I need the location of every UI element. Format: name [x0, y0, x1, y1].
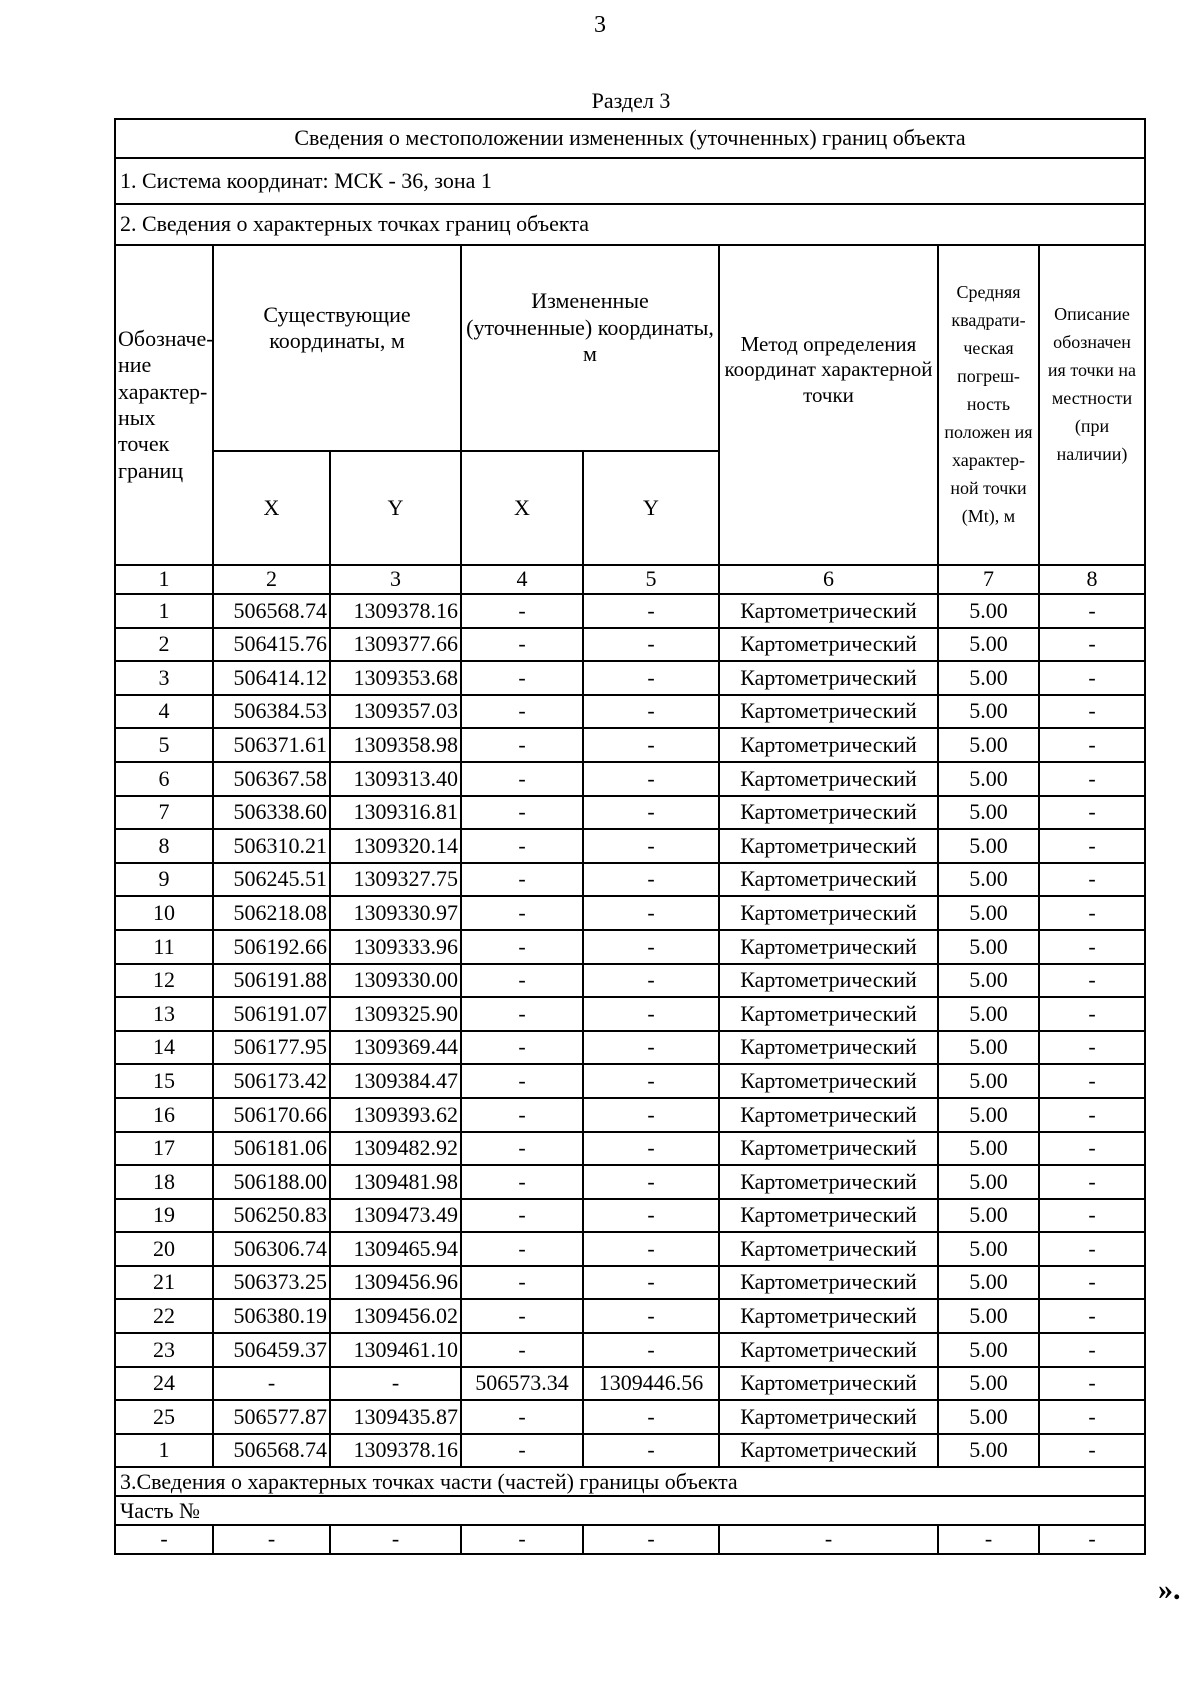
table-row	[115, 594, 1145, 628]
changed-x-cell: -	[461, 896, 583, 930]
method-cell: Картометрический	[719, 1199, 938, 1233]
description-cell: -	[1039, 594, 1145, 628]
changed-x-cell: -	[461, 930, 583, 964]
coordinate-system: 1. Система координат: МСК - 36, зона 1	[115, 158, 1145, 204]
description-cell: -	[1039, 997, 1145, 1031]
changed-x-cell: -	[461, 1400, 583, 1434]
parts-empty-cell: -	[719, 1525, 938, 1553]
table-row	[115, 1232, 1145, 1266]
existing-y-cell: 1309456.96	[330, 1266, 461, 1300]
point-id-cell: 18	[115, 1165, 213, 1199]
existing-y-cell: 1309330.00	[330, 964, 461, 998]
point-id-cell: 2	[115, 628, 213, 662]
description-cell: -	[1039, 1333, 1145, 1367]
point-id-cell: 21	[115, 1266, 213, 1300]
changed-x-cell: -	[461, 661, 583, 695]
changed-y-cell: -	[583, 964, 719, 998]
description-cell: -	[1039, 964, 1145, 998]
existing-x-cell: 506371.61	[213, 728, 330, 762]
header-point-description: Описание обозначен ия точки на местности (при наличии)	[1039, 245, 1145, 565]
existing-x-cell: 506414.12	[213, 661, 330, 695]
table-row	[115, 863, 1145, 897]
changed-y-cell: -	[583, 930, 719, 964]
changed-y-cell: -	[583, 628, 719, 662]
existing-y-cell: 1309325.90	[330, 997, 461, 1031]
changed-y-cell: -	[583, 594, 719, 628]
description-cell: -	[1039, 896, 1145, 930]
changed-y-cell: -	[583, 796, 719, 830]
method-cell: Картометрический	[719, 1333, 938, 1367]
existing-y-cell: 1309378.16	[330, 1434, 461, 1468]
page-number: 3	[594, 12, 606, 38]
column-number: 3	[330, 565, 461, 594]
header-existing-y: Y	[330, 451, 461, 565]
method-cell: Картометрический	[719, 762, 938, 796]
existing-x-cell: 506568.74	[213, 594, 330, 628]
point-id-cell: 4	[115, 695, 213, 729]
method-cell: Картометрический	[719, 997, 938, 1031]
existing-x-cell: 506191.88	[213, 964, 330, 998]
method-cell: Картометрический	[719, 1165, 938, 1199]
existing-y-cell: 1309473.49	[330, 1199, 461, 1233]
existing-x-cell: 506177.95	[213, 1031, 330, 1065]
method-cell: Картометрический	[719, 1098, 938, 1132]
section-label: Раздел 3	[591, 88, 671, 113]
changed-y-cell: -	[583, 1400, 719, 1434]
method-cell: Картометрический	[719, 964, 938, 998]
table-row	[115, 1400, 1145, 1434]
existing-x-cell: 506310.21	[213, 829, 330, 863]
existing-x-cell: 506188.00	[213, 1165, 330, 1199]
description-cell: -	[1039, 1064, 1145, 1098]
table-row	[115, 1333, 1145, 1367]
existing-y-cell: 1309353.68	[330, 661, 461, 695]
method-cell: Картометрический	[719, 863, 938, 897]
existing-x-cell: 506380.19	[213, 1299, 330, 1333]
mean-square-error-cell: 5.00	[938, 997, 1039, 1031]
point-id-cell: 5	[115, 728, 213, 762]
parts-empty-cell: -	[115, 1525, 213, 1553]
changed-y-cell: -	[583, 695, 719, 729]
method-cell: Картометрический	[719, 1434, 938, 1468]
table-row	[115, 997, 1145, 1031]
description-cell: -	[1039, 1367, 1145, 1401]
method-cell: Картометрический	[719, 1064, 938, 1098]
table-row	[115, 1064, 1145, 1098]
mean-square-error-cell: 5.00	[938, 1434, 1039, 1468]
changed-x-cell: -	[461, 728, 583, 762]
changed-x-cell: -	[461, 1064, 583, 1098]
table-row	[115, 1165, 1145, 1199]
changed-x-cell: -	[461, 1098, 583, 1132]
column-number: 2	[213, 565, 330, 594]
existing-y-cell: -	[330, 1367, 461, 1401]
point-id-cell: 20	[115, 1232, 213, 1266]
parts-empty-cell: -	[938, 1525, 1039, 1553]
description-cell: -	[1039, 661, 1145, 695]
point-id-cell: 24	[115, 1367, 213, 1401]
changed-y-cell: -	[583, 1199, 719, 1233]
column-number: 7	[938, 565, 1039, 594]
point-id-cell: 19	[115, 1199, 213, 1233]
part-number-label: Часть №	[115, 1496, 1145, 1525]
point-id-cell: 16	[115, 1098, 213, 1132]
point-id-cell: 8	[115, 829, 213, 863]
point-id-cell: 7	[115, 796, 213, 830]
existing-y-cell: 1309378.16	[330, 594, 461, 628]
method-cell: Картометрический	[719, 1367, 938, 1401]
column-number: 5	[583, 565, 719, 594]
mean-square-error-cell: 5.00	[938, 661, 1039, 695]
existing-y-cell: 1309369.44	[330, 1031, 461, 1065]
changed-y-cell: -	[583, 1064, 719, 1098]
table-row	[115, 1367, 1145, 1401]
closing-quote: ».	[1158, 1573, 1181, 1606]
existing-x-cell: 506192.66	[213, 930, 330, 964]
table-row	[115, 964, 1145, 998]
mean-square-error-cell: 5.00	[938, 1266, 1039, 1300]
table-row	[115, 930, 1145, 964]
changed-y-cell: -	[583, 1434, 719, 1468]
existing-y-cell: 1309435.87	[330, 1400, 461, 1434]
parts-empty-cell: -	[213, 1525, 330, 1553]
point-id-cell: 10	[115, 896, 213, 930]
existing-y-cell: 1309313.40	[330, 762, 461, 796]
point-id-cell: 17	[115, 1132, 213, 1166]
table-row	[115, 1031, 1145, 1065]
existing-x-cell: 506191.07	[213, 997, 330, 1031]
description-cell: -	[1039, 695, 1145, 729]
description-cell: -	[1039, 628, 1145, 662]
parts-empty-row	[115, 1525, 1145, 1553]
description-cell: -	[1039, 1299, 1145, 1333]
description-cell: -	[1039, 762, 1145, 796]
description-cell: -	[1039, 1199, 1145, 1233]
changed-x-cell: -	[461, 863, 583, 897]
changed-x-cell: 506573.34	[461, 1367, 583, 1401]
mean-square-error-cell: 5.00	[938, 863, 1039, 897]
description-cell: -	[1039, 1266, 1145, 1300]
mean-square-error-cell: 5.00	[938, 1367, 1039, 1401]
changed-x-cell: -	[461, 1434, 583, 1468]
changed-x-cell: -	[461, 1199, 583, 1233]
existing-x-cell: 506218.08	[213, 896, 330, 930]
method-cell: Картометрический	[719, 829, 938, 863]
point-id-cell: 13	[115, 997, 213, 1031]
existing-y-cell: 1309320.14	[330, 829, 461, 863]
changed-x-cell: -	[461, 1232, 583, 1266]
table-row	[115, 1098, 1145, 1132]
changed-y-cell: -	[583, 661, 719, 695]
point-id-cell: 1	[115, 1434, 213, 1468]
table-title: Сведения о местоположении измененных (уточненных) границ объекта	[115, 119, 1145, 158]
description-cell: -	[1039, 1165, 1145, 1199]
points-heading: 2. Сведения о характерных точках границ объекта	[115, 204, 1145, 245]
point-id-cell: 12	[115, 964, 213, 998]
method-cell: Картометрический	[719, 896, 938, 930]
column-numbers-row	[115, 565, 1145, 594]
point-id-cell: 9	[115, 863, 213, 897]
existing-y-cell: 1309357.03	[330, 695, 461, 729]
existing-y-cell: 1309330.97	[330, 896, 461, 930]
existing-y-cell: 1309465.94	[330, 1232, 461, 1266]
mean-square-error-cell: 5.00	[938, 1333, 1039, 1367]
changed-x-cell: -	[461, 594, 583, 628]
mean-square-error-cell: 5.00	[938, 1132, 1039, 1166]
method-cell: Картометрический	[719, 661, 938, 695]
column-number: 6	[719, 565, 938, 594]
changed-y-cell: -	[583, 762, 719, 796]
changed-x-cell: -	[461, 1299, 583, 1333]
method-cell: Картометрический	[719, 695, 938, 729]
point-id-cell: 25	[115, 1400, 213, 1434]
description-cell: -	[1039, 1400, 1145, 1434]
changed-y-cell: -	[583, 863, 719, 897]
existing-y-cell: 1309481.98	[330, 1165, 461, 1199]
header-changed-coordinates: Измененные (уточненные) координаты, м	[461, 245, 719, 451]
description-cell: -	[1039, 1098, 1145, 1132]
table-row	[115, 762, 1145, 796]
method-cell: Картометрический	[719, 1232, 938, 1266]
parts-empty-cell: -	[461, 1525, 583, 1553]
parts-empty-cell: -	[583, 1525, 719, 1553]
changed-x-cell: -	[461, 1165, 583, 1199]
table-row	[115, 1299, 1145, 1333]
existing-x-cell: 506338.60	[213, 796, 330, 830]
header-changed-y: Y	[583, 451, 719, 565]
existing-x-cell: 506373.25	[213, 1266, 330, 1300]
existing-x-cell: 506250.83	[213, 1199, 330, 1233]
changed-y-cell: -	[583, 1132, 719, 1166]
description-cell: -	[1039, 1232, 1145, 1266]
table-row	[115, 1132, 1145, 1166]
existing-y-cell: 1309358.98	[330, 728, 461, 762]
changed-y-cell: -	[583, 1165, 719, 1199]
mean-square-error-cell: 5.00	[938, 796, 1039, 830]
changed-y-cell: 1309446.56	[583, 1367, 719, 1401]
column-number: 4	[461, 565, 583, 594]
existing-x-cell: 506367.58	[213, 762, 330, 796]
mean-square-error-cell: 5.00	[938, 762, 1039, 796]
point-id-cell: 1	[115, 594, 213, 628]
mean-square-error-cell: 5.00	[938, 1098, 1039, 1132]
point-id-cell: 15	[115, 1064, 213, 1098]
description-cell: -	[1039, 796, 1145, 830]
changed-x-cell: -	[461, 695, 583, 729]
changed-y-cell: -	[583, 829, 719, 863]
method-cell: Картометрический	[719, 796, 938, 830]
existing-x-cell: -	[213, 1367, 330, 1401]
changed-y-cell: -	[583, 1031, 719, 1065]
description-cell: -	[1039, 1434, 1145, 1468]
column-number: 1	[115, 565, 213, 594]
changed-x-cell: -	[461, 1132, 583, 1166]
method-cell: Картометрический	[719, 1400, 938, 1434]
existing-y-cell: 1309456.02	[330, 1299, 461, 1333]
header-changed-x: X	[461, 451, 583, 565]
changed-x-cell: -	[461, 1031, 583, 1065]
existing-y-cell: 1309333.96	[330, 930, 461, 964]
existing-y-cell: 1309384.47	[330, 1064, 461, 1098]
mean-square-error-cell: 5.00	[938, 594, 1039, 628]
existing-y-cell: 1309327.75	[330, 863, 461, 897]
mean-square-error-cell: 5.00	[938, 930, 1039, 964]
method-cell: Картометрический	[719, 628, 938, 662]
changed-x-cell: -	[461, 796, 583, 830]
mean-square-error-cell: 5.00	[938, 1232, 1039, 1266]
header-existing-coordinates: Существующие координаты, м	[213, 245, 461, 451]
existing-x-cell: 506384.53	[213, 695, 330, 729]
existing-x-cell: 506459.37	[213, 1333, 330, 1367]
point-id-cell: 3	[115, 661, 213, 695]
existing-y-cell: 1309393.62	[330, 1098, 461, 1132]
mean-square-error-cell: 5.00	[938, 1400, 1039, 1434]
table-row	[115, 661, 1145, 695]
header-point-designation: Обозначе-ние характер-ных точек границ	[115, 245, 213, 565]
changed-y-cell: -	[583, 1266, 719, 1300]
table-row	[115, 1199, 1145, 1233]
mean-square-error-cell: 5.00	[938, 896, 1039, 930]
changed-x-cell: -	[461, 628, 583, 662]
changed-y-cell: -	[583, 1299, 719, 1333]
changed-y-cell: -	[583, 896, 719, 930]
mean-square-error-cell: 5.00	[938, 1031, 1039, 1065]
method-cell: Картометрический	[719, 728, 938, 762]
table-row	[115, 829, 1145, 863]
changed-y-cell: -	[583, 997, 719, 1031]
existing-y-cell: 1309461.10	[330, 1333, 461, 1367]
method-cell: Картометрический	[719, 1299, 938, 1333]
parts-heading: 3.Сведения о характерных точках части (частей) границы объекта	[115, 1467, 1145, 1496]
table-row	[115, 728, 1145, 762]
point-id-cell: 23	[115, 1333, 213, 1367]
point-id-cell: 14	[115, 1031, 213, 1065]
changed-x-cell: -	[461, 997, 583, 1031]
parts-empty-cell: -	[1039, 1525, 1145, 1553]
mean-square-error-cell: 5.00	[938, 1165, 1039, 1199]
existing-y-cell: 1309316.81	[330, 796, 461, 830]
description-cell: -	[1039, 1132, 1145, 1166]
description-cell: -	[1039, 863, 1145, 897]
header-mean-square-error: Средняя квадрати-ческая погреш-ность положен ия характер-ной точки (Mt), м	[938, 245, 1039, 565]
existing-x-cell: 506173.42	[213, 1064, 330, 1098]
changed-x-cell: -	[461, 1333, 583, 1367]
description-cell: -	[1039, 829, 1145, 863]
column-number: 8	[1039, 565, 1145, 594]
mean-square-error-cell: 5.00	[938, 1064, 1039, 1098]
changed-x-cell: -	[461, 1266, 583, 1300]
boundary-points-table	[114, 118, 1146, 1555]
header-existing-x: X	[213, 451, 330, 565]
existing-x-cell: 506181.06	[213, 1132, 330, 1166]
mean-square-error-cell: 5.00	[938, 728, 1039, 762]
table-row	[115, 796, 1145, 830]
mean-square-error-cell: 5.00	[938, 628, 1039, 662]
table-row	[115, 628, 1145, 662]
existing-x-cell: 506170.66	[213, 1098, 330, 1132]
changed-x-cell: -	[461, 964, 583, 998]
table-row	[115, 1434, 1145, 1468]
table-row	[115, 1266, 1145, 1300]
existing-y-cell: 1309377.66	[330, 628, 461, 662]
parts-empty-cell: -	[330, 1525, 461, 1553]
mean-square-error-cell: 5.00	[938, 829, 1039, 863]
method-cell: Картометрический	[719, 594, 938, 628]
existing-x-cell: 506415.76	[213, 628, 330, 662]
existing-x-cell: 506245.51	[213, 863, 330, 897]
description-cell: -	[1039, 930, 1145, 964]
header-method: Метод определения координат характерной точки	[719, 245, 938, 565]
existing-x-cell: 506577.87	[213, 1400, 330, 1434]
method-cell: Картометрический	[719, 1031, 938, 1065]
mean-square-error-cell: 5.00	[938, 964, 1039, 998]
mean-square-error-cell: 5.00	[938, 695, 1039, 729]
point-id-cell: 11	[115, 930, 213, 964]
changed-x-cell: -	[461, 829, 583, 863]
existing-y-cell: 1309482.92	[330, 1132, 461, 1166]
description-cell: -	[1039, 728, 1145, 762]
method-cell: Картометрический	[719, 1132, 938, 1166]
changed-y-cell: -	[583, 1333, 719, 1367]
table-row	[115, 896, 1145, 930]
mean-square-error-cell: 5.00	[938, 1199, 1039, 1233]
mean-square-error-cell: 5.00	[938, 1299, 1039, 1333]
changed-x-cell: -	[461, 762, 583, 796]
description-cell: -	[1039, 1031, 1145, 1065]
method-cell: Картометрический	[719, 1266, 938, 1300]
existing-x-cell: 506306.74	[213, 1232, 330, 1266]
changed-y-cell: -	[583, 1232, 719, 1266]
point-id-cell: 6	[115, 762, 213, 796]
table-row	[115, 695, 1145, 729]
changed-y-cell: -	[583, 728, 719, 762]
existing-x-cell: 506568.74	[213, 1434, 330, 1468]
method-cell: Картометрический	[719, 930, 938, 964]
point-id-cell: 22	[115, 1299, 213, 1333]
changed-y-cell: -	[583, 1098, 719, 1132]
